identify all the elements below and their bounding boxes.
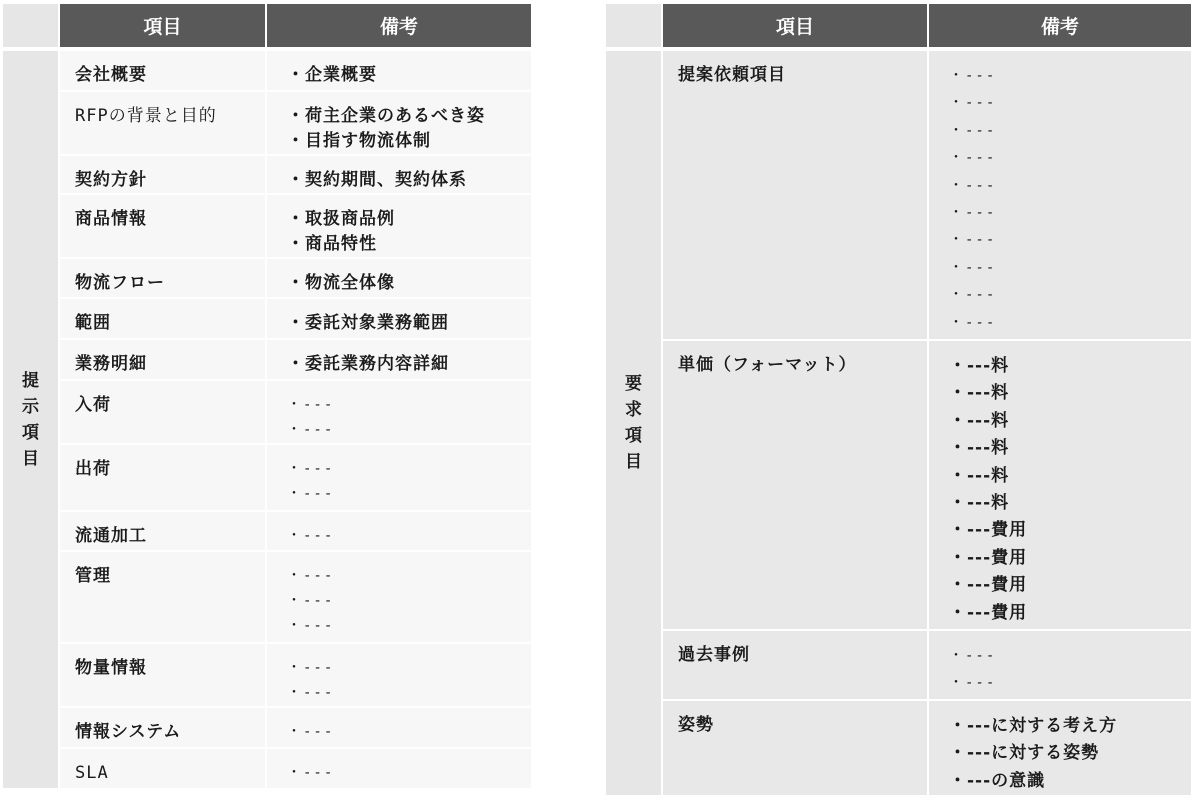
note-line: ・---の意識 xyxy=(949,770,1046,791)
note-line: ・荷主企業のあるべき姿 xyxy=(287,106,485,126)
table-row xyxy=(606,51,1193,341)
note-line: ・--- xyxy=(949,287,997,304)
note-line: ・企業概要 xyxy=(287,65,377,85)
note-cell xyxy=(267,340,533,381)
note-line: ・---費用 xyxy=(949,575,1028,596)
note-cell xyxy=(929,631,1193,701)
note-cell xyxy=(267,51,533,92)
note-line: ・--- xyxy=(287,765,335,781)
note-line: ・取扱商品例 xyxy=(287,209,395,229)
note-line: ・--- xyxy=(287,528,335,544)
note-line: ・物流全体像 xyxy=(287,273,395,293)
note-line: ・--- xyxy=(949,259,997,276)
item-cell: 契約方針 xyxy=(60,156,267,195)
header-note: 備考 xyxy=(929,4,1193,51)
group-label-cell xyxy=(3,51,60,790)
header-row xyxy=(3,4,533,51)
note-line: ・---料 xyxy=(949,465,1010,486)
note-cell xyxy=(267,708,533,749)
item-cell: 出荷 xyxy=(60,445,267,512)
item-cell: 情報システム xyxy=(60,708,267,749)
note-cell xyxy=(267,749,533,790)
note-cell xyxy=(267,445,533,512)
header-corner xyxy=(606,4,663,51)
table-row xyxy=(3,749,533,790)
note-cell xyxy=(267,644,533,708)
note-cell xyxy=(267,156,533,195)
note-cell xyxy=(267,512,533,552)
note-cell xyxy=(929,341,1193,631)
note-cell xyxy=(267,552,533,644)
item-cell: RFPの背景と目的 xyxy=(60,92,267,156)
table-row xyxy=(3,51,533,92)
note-line: ・委託業務内容詳細 xyxy=(287,354,449,374)
header-row xyxy=(606,4,1193,51)
note-line: ・--- xyxy=(949,95,997,112)
table-row xyxy=(3,552,533,644)
note-line: ・--- xyxy=(287,685,335,701)
note-line: ・契約期間、契約体系 xyxy=(287,170,467,190)
note-cell xyxy=(267,259,533,299)
note-line: ・--- xyxy=(949,68,997,84)
note-line: ・--- xyxy=(949,648,997,664)
table-row xyxy=(3,156,533,195)
note-cell xyxy=(267,381,533,445)
header-item: 項目 xyxy=(60,4,267,51)
note-line: ・委託対象業務範囲 xyxy=(287,313,449,333)
item-cell: 物流フロー xyxy=(60,259,267,299)
table-row xyxy=(3,92,533,156)
note-line: ・--- xyxy=(287,724,335,740)
table-row xyxy=(3,340,533,381)
header-corner xyxy=(3,4,60,51)
item-cell: 業務明細 xyxy=(60,340,267,381)
note-cell xyxy=(929,51,1193,341)
group-label: 提示項目 xyxy=(22,370,40,469)
item-cell: 管理 xyxy=(60,552,267,644)
item-cell: 物量情報 xyxy=(60,644,267,708)
note-line: ・--- xyxy=(287,397,335,413)
item-cell: 流通加工 xyxy=(60,512,267,552)
note-line: ・---費用 xyxy=(949,547,1028,568)
item-cell: SLA xyxy=(60,749,267,790)
item-cell: 過去事例 xyxy=(663,631,929,701)
note-line: ・--- xyxy=(949,232,997,249)
item-cell: 入荷 xyxy=(60,381,267,445)
table-row xyxy=(3,195,533,259)
note-line: ・--- xyxy=(287,461,335,477)
note-line: ・--- xyxy=(949,675,997,692)
item-cell: 商品情報 xyxy=(60,195,267,259)
table-row xyxy=(3,445,533,512)
note-line: ・---料 xyxy=(949,410,1010,431)
note-cell xyxy=(267,195,533,259)
table-row xyxy=(606,341,1193,631)
table-row xyxy=(3,381,533,445)
note-line: ・--- xyxy=(287,660,335,676)
note-line: ・---料 xyxy=(949,493,1010,514)
table-row xyxy=(3,512,533,552)
item-cell: 提案依頼項目 xyxy=(663,51,929,341)
note-line: ・--- xyxy=(949,150,997,167)
note-line: ・--- xyxy=(287,486,335,502)
note-cell xyxy=(267,92,533,156)
table-row xyxy=(3,708,533,749)
table-row xyxy=(3,644,533,708)
note-line: ・---料 xyxy=(949,356,1010,376)
table-row xyxy=(606,701,1193,797)
note-line: ・---料 xyxy=(949,383,1010,404)
item-cell: 姿勢 xyxy=(663,701,929,797)
note-line: ・---に対する姿勢 xyxy=(949,743,1100,764)
note-line: ・--- xyxy=(287,593,335,609)
item-cell: 会社概要 xyxy=(60,51,267,92)
group-label: 要求項目 xyxy=(625,374,643,473)
note-line: ・--- xyxy=(949,122,997,139)
note-line: ・--- xyxy=(949,314,997,331)
note-cell xyxy=(929,701,1193,797)
group-label-cell xyxy=(606,51,663,797)
header-note: 備考 xyxy=(267,4,533,51)
note-line: ・商品特性 xyxy=(287,234,377,254)
note-line: ・---に対する考え方 xyxy=(949,716,1118,736)
item-cell: 範囲 xyxy=(60,299,267,340)
note-line: ・--- xyxy=(287,568,335,584)
note-line: ・---費用 xyxy=(949,602,1028,623)
note-line: ・目指す物流体制 xyxy=(287,131,431,151)
table-row xyxy=(3,299,533,340)
header-item: 項目 xyxy=(663,4,929,51)
item-cell: 単価（フォーマット） xyxy=(663,341,929,631)
note-line: ・--- xyxy=(949,205,997,222)
note-cell xyxy=(267,299,533,340)
note-line: ・---料 xyxy=(949,438,1010,459)
presented-items-table xyxy=(3,4,533,790)
note-line: ・--- xyxy=(287,618,335,634)
table-row xyxy=(606,631,1193,701)
table-row xyxy=(3,259,533,299)
requested-items-table xyxy=(606,4,1193,797)
note-line: ・--- xyxy=(949,177,997,194)
note-line: ・---費用 xyxy=(949,520,1028,541)
note-line: ・--- xyxy=(287,422,335,438)
